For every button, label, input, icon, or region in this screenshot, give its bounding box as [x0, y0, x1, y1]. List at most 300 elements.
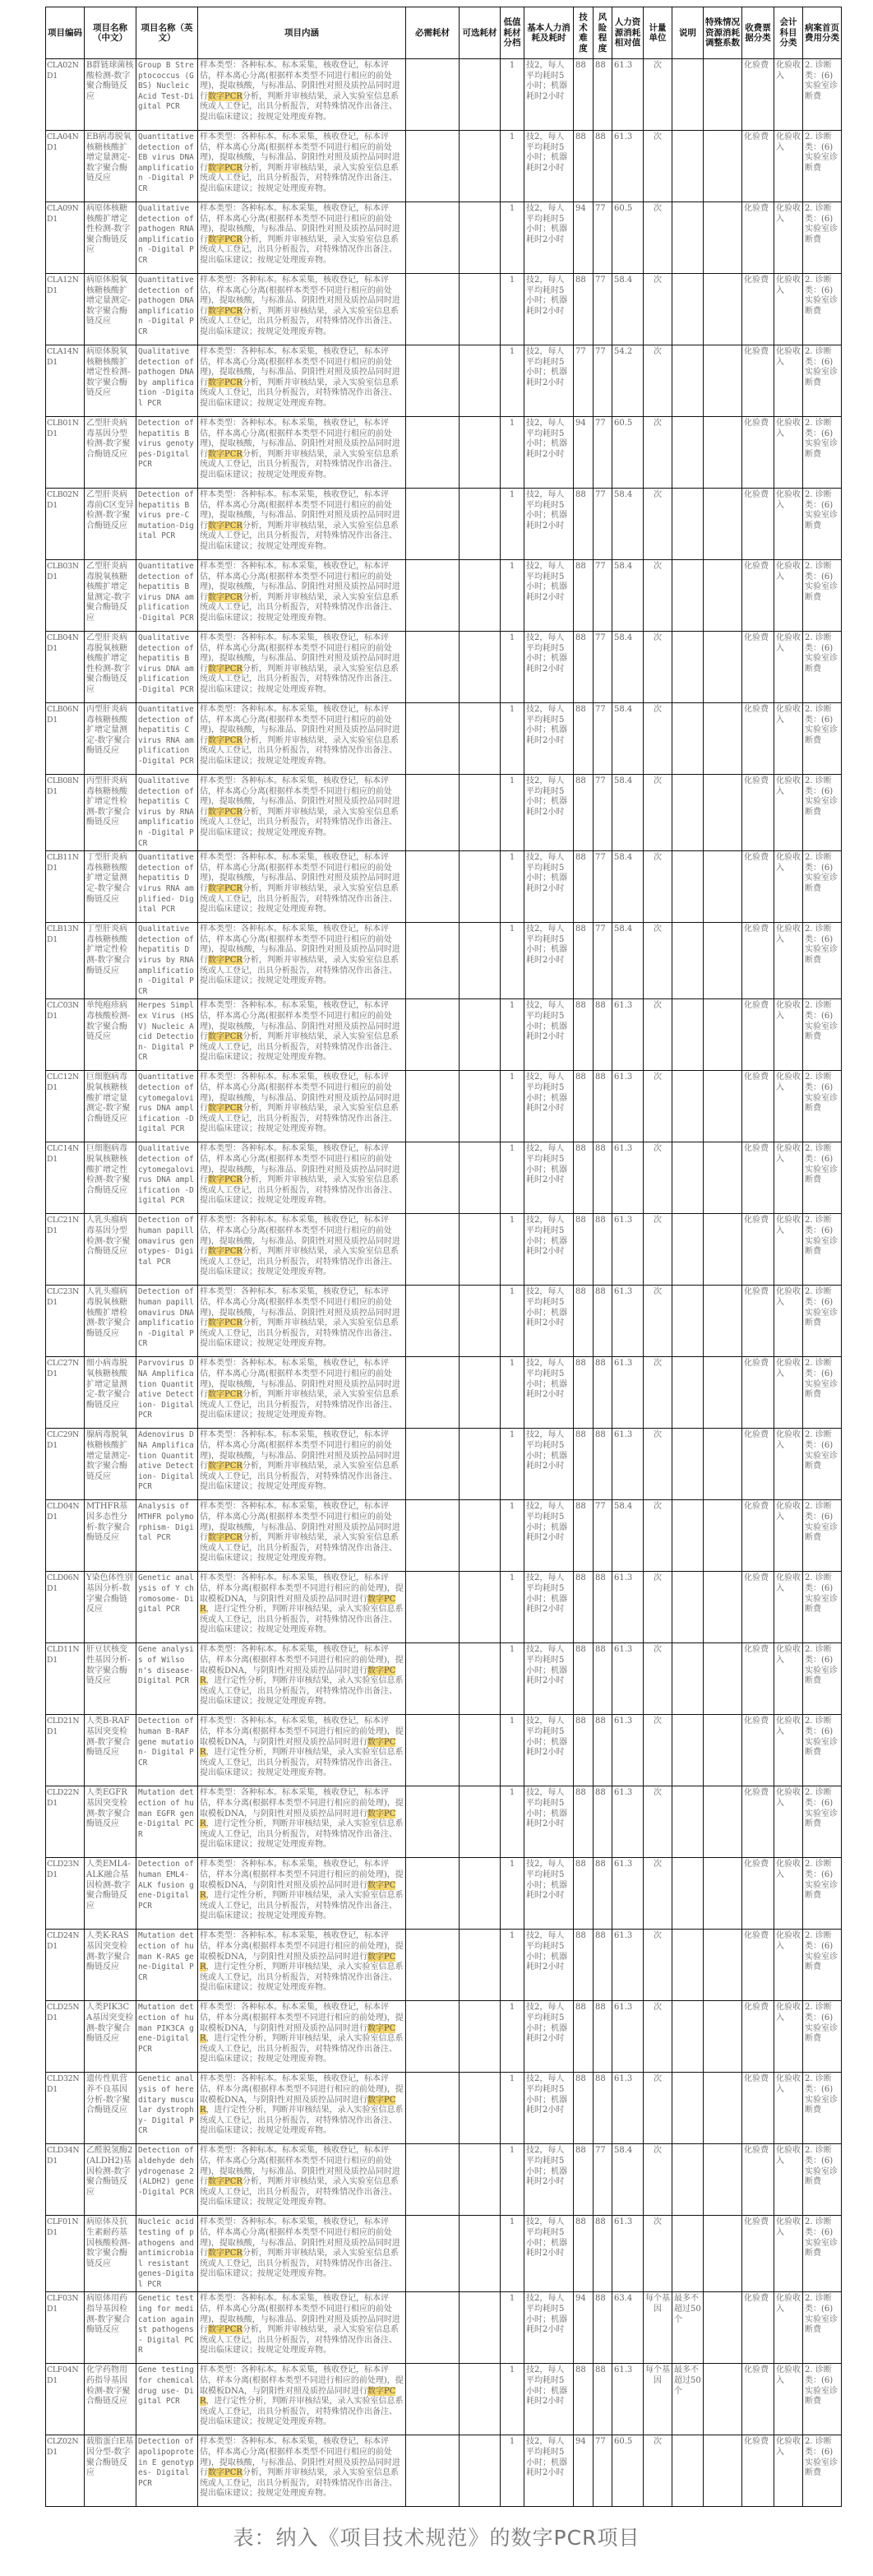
unit: 次	[644, 2435, 672, 2507]
optional-supplies	[460, 59, 501, 131]
content-text: 分析，判断并审核结果，录入实验室信息系统或人工登记，出具分析报告，对特殊情况作出备注、提出临床建议；按规定处理废弃物。	[200, 1175, 399, 1206]
hr-value: 61.3	[612, 1572, 644, 1643]
account-class: 化验收入	[774, 1500, 803, 1572]
account-class: 化验收入	[774, 1930, 803, 2001]
labor-time: 技2，每人平均耗时5小时；机器耗时2小时	[524, 851, 574, 923]
header-hr-value: 人力资源消耗相对值	[612, 7, 644, 59]
highlight-digital-pcr: 数字PCR	[208, 2325, 242, 2335]
adjust-coef	[704, 131, 742, 202]
content-text: 分析，判断并审核结果，录入实验室信息系统或人工登记，出具分析报告，对特殊情况作出备注、提出临床建议；按规定处理废弃物。	[200, 1032, 399, 1063]
fee-class: 化验费	[742, 345, 774, 417]
risk-level: 77	[594, 703, 612, 775]
item-name-cn: 乙型肝炎病毒基因分型检测-数字聚合酶链反应	[85, 417, 136, 489]
low-value-tier: 1	[501, 1643, 524, 1715]
account-class: 化验收入	[774, 1214, 803, 1286]
optional-supplies	[460, 1643, 501, 1715]
header-adjust-coef: 特殊情况资源消耗调整系数	[704, 7, 742, 59]
unit: 次	[644, 923, 672, 999]
hr-value: 61.3	[612, 1429, 644, 1500]
content-text: 样本类型：各种标本。标本采集，核收登记，标本评估，样本离心分离(根据样本类型不同进行相应的前处理)，提取核酸，与标准品、阴阳性对照及质控品同时进行	[200, 1144, 400, 1185]
hr-value: 61.3	[612, 999, 644, 1071]
optional-supplies	[460, 1786, 501, 1858]
account-class: 化验收入	[774, 1286, 803, 1357]
note	[672, 489, 704, 560]
highlight-digital-pcr: 数字PCR	[200, 1952, 396, 1972]
case-class: 2. 诊断类：(6)实验室诊断费	[803, 1142, 842, 1214]
note: 最多不超过50个	[672, 2292, 704, 2364]
fee-class: 化验费	[742, 1643, 774, 1715]
content-text: 样本类型：各种标本。标本采集，核收登记，标本评估，样本分离(根据样本类型不同进行相应的前处理)，提取模板DNA，与阴阳性对照及质控品同时进行	[200, 1717, 404, 1747]
note	[672, 1071, 704, 1142]
item-name-en: Qualitative detection of hepatitis D virus by RNA amplification -Digital PCR	[136, 923, 198, 999]
hr-value: 61.3	[612, 1643, 644, 1715]
item-content	[198, 417, 406, 489]
adjust-coef	[704, 2364, 742, 2435]
unit: 次	[644, 560, 672, 632]
risk-level: 88	[594, 1286, 612, 1357]
optional-supplies	[460, 2001, 501, 2073]
item-code: CLD21ND1	[46, 1715, 85, 1786]
account-class: 化验收入	[774, 775, 803, 851]
labor-time: 技2，每人平均耗时5小时；机器耗时2小时	[524, 1429, 574, 1500]
fee-class: 化验费	[742, 489, 774, 560]
fee-class: 化验费	[742, 1715, 774, 1786]
highlight-digital-pcr: 数字PCR	[208, 664, 242, 674]
content-text: 分析，判断并审核结果，录入实验室信息系统或人工登记，出具分析报告，对特殊情况作出备注、提出临床建议；按规定处理废弃物。	[200, 1318, 399, 1349]
content-text: 分析，判断并审核结果，录入实验室信息系统或人工登记，出具分析报告，对特殊情况作出备注、提出临床建议；按规定处理废弃物。	[200, 955, 399, 986]
item-content	[198, 999, 406, 1071]
item-code: CLB02ND1	[46, 489, 85, 560]
item-name-en: Mutation detection of human K-RAS gene-Digital PCR	[136, 1930, 198, 2001]
table-row	[46, 2292, 842, 2364]
required-supplies	[406, 345, 460, 417]
table-row	[46, 851, 842, 923]
item-code: CLA12ND1	[46, 274, 85, 345]
required-supplies	[406, 1071, 460, 1142]
item-name-cn: 细小病毒脱氧核糖核酸扩增定量测定-数字聚合酶链反应	[85, 1357, 136, 1429]
risk-level: 88	[594, 999, 612, 1071]
low-value-tier: 1	[501, 1500, 524, 1572]
item-name-en: Gene testing for chemical drug use- Digital PCR	[136, 2364, 198, 2435]
item-name-en: Nucleic acid testing of pathogens and antimicrobial resistant genes-Digital PCR	[136, 2216, 198, 2292]
table-row	[46, 2435, 842, 2507]
low-value-tier: 1	[501, 1429, 524, 1500]
required-supplies	[406, 131, 460, 202]
header-unit: 计量单位	[644, 7, 672, 59]
item-name-cn: 巨细胞病毒脱氧核糖核酸扩增定性检测-数字聚合酶链反应	[85, 1142, 136, 1214]
tech-difficulty: 88	[574, 775, 594, 851]
hr-value: 63.4	[612, 2292, 644, 2364]
tech-difficulty: 77	[574, 345, 594, 417]
content-text: 样本类型：各种标本。标本采集，核收登记，标本评估，样本分离(根据样本类型不同进行相应的前处理)，提取模板DNA，与阴阳性对照及质控品同时进行	[200, 1573, 404, 1604]
note	[672, 1858, 704, 1930]
item-name-cn: 人类EML4-ALK融合基因检测-数字聚合酶链反应	[85, 1858, 136, 1930]
content-text: 分析，判断并审核结果，录入实验室信息系统或人工登记，出具分析报告，对特殊情况作出备注、提出临床建议；按规定处理废弃物。	[200, 234, 399, 265]
content-text: 分析，判断并审核结果，录入实验室信息系统或人工登记，出具分析报告，对特殊情况作出备注、提出临床建议；按规定处理废弃物。	[200, 306, 399, 336]
highlight-digital-pcr: 数字PCR	[200, 1737, 396, 1758]
low-value-tier: 1	[501, 1071, 524, 1142]
adjust-coef	[704, 1071, 742, 1142]
item-name-cn: 乙型肝炎病毒脱氧核糖核酸扩增定量测定-数字聚合酶链反应	[85, 560, 136, 632]
labor-time: 技2，每人平均耗时5小时；机器耗时2小时	[524, 1930, 574, 2001]
fee-class: 化验费	[742, 417, 774, 489]
unit: 次	[644, 59, 672, 131]
fee-class: 化验费	[742, 1214, 774, 1286]
item-name-en: Gene analysis of Wilson's disease- Digital PCR	[136, 1643, 198, 1715]
account-class: 化验收入	[774, 2292, 803, 2364]
highlight-digital-pcr: 数字PCR	[208, 883, 242, 893]
required-supplies	[406, 923, 460, 999]
case-class: 2. 诊断类：(6)实验室诊断费	[803, 131, 842, 202]
content-text: 分析，判断并审核结果，录入实验室信息系统或人工登记，出具分析报告，对特殊情况作出备注、提出临床建议；按规定处理废弃物。	[200, 2177, 399, 2208]
tech-difficulty: 88	[574, 1429, 594, 1500]
hr-value: 58.4	[612, 703, 644, 775]
item-content	[198, 1500, 406, 1572]
risk-level: 77	[594, 851, 612, 923]
item-code: CLC03ND1	[46, 999, 85, 1071]
account-class: 化验收入	[774, 1429, 803, 1500]
tech-difficulty: 88	[574, 1357, 594, 1429]
account-class: 化验收入	[774, 2073, 803, 2144]
hr-value: 61.3	[612, 1786, 644, 1858]
content-text: 样本类型：各种标本。标本采集，核收登记，标本评估，样本分离(根据样本类型不同进行相应的前处理)，提取模板DNA，与阴阳性对照及质控品同时进行	[200, 1645, 404, 1675]
highlight-digital-pcr: 数字PCR	[208, 955, 242, 965]
adjust-coef	[704, 345, 742, 417]
content-text: ，进行定性分析，判断并审核结果，录入实验室信息系统或人工登记，出具分析报告，对特殊情况作出备注、提出临床建议；按规定处理废弃物。	[200, 2106, 404, 2136]
account-class: 化验收入	[774, 489, 803, 560]
item-name-cn: 病原体核糖核酸扩增定性检测-数字聚合酶链反应	[85, 202, 136, 274]
optional-supplies	[460, 999, 501, 1071]
case-class: 2. 诊断类：(6)实验室诊断费	[803, 1930, 842, 2001]
content-text: 样本类型：各种标本。标本采集，核收登记，标本评估，样本离心分离(根据样本类型不同进行相应的前处理)，提取核酸，与标准品、阴阳性对照及质控品同时进行	[200, 2294, 400, 2335]
content-text: 样本类型：各种标本。标本采集，核收登记，标本评估，样本离心分离(根据样本类型不同进行相应的前处理)，提取核酸，与标准品、阴阳性对照及质控品同时进行	[200, 347, 400, 387]
risk-level: 88	[594, 1214, 612, 1286]
labor-time: 技2，每人平均耗时5小时；机器耗时2小时	[524, 2001, 574, 2073]
item-code: CLA04ND1	[46, 131, 85, 202]
risk-level: 88	[594, 1357, 612, 1429]
item-content	[198, 1214, 406, 1286]
item-code: CLC21ND1	[46, 1214, 85, 1286]
low-value-tier: 1	[501, 2435, 524, 2507]
labor-time: 技2，每人平均耗时5小时；机器耗时2小时	[524, 1071, 574, 1142]
fee-class: 化验费	[742, 1142, 774, 1214]
low-value-tier: 1	[501, 417, 524, 489]
item-content	[198, 632, 406, 703]
item-name-cn: 人类B-RAF基因突变检测-数字聚合酶链反应	[85, 1715, 136, 1786]
highlight-digital-pcr: 数字PCR	[208, 807, 242, 817]
item-code: CLD24ND1	[46, 1930, 85, 2001]
item-name-en: Qualitative detection of pathogen DNA by amplification -Digital PCR	[136, 345, 198, 417]
tech-difficulty: 88	[574, 2001, 594, 2073]
required-supplies	[406, 2435, 460, 2507]
adjust-coef	[704, 1142, 742, 1214]
note	[672, 999, 704, 1071]
adjust-coef	[704, 2292, 742, 2364]
case-class: 2. 诊断类：(6)实验室诊断费	[803, 1214, 842, 1286]
optional-supplies	[460, 1500, 501, 1572]
item-name-en: Genetic analysis of hereditary muscular dystrophy- Digital PCR	[136, 2073, 198, 2144]
table-row	[46, 1142, 842, 1214]
table-row	[46, 2364, 842, 2435]
fee-class: 化验费	[742, 1286, 774, 1357]
labor-time: 技2，每人平均耗时5小时；机器耗时2小时	[524, 345, 574, 417]
risk-level: 88	[594, 1142, 612, 1214]
hr-value: 60.5	[612, 417, 644, 489]
risk-level: 77	[594, 923, 612, 999]
item-code: CLD34ND1	[46, 2144, 85, 2216]
fee-class: 化验费	[742, 1930, 774, 2001]
hr-value: 61.3	[612, 2001, 644, 2073]
hr-value: 60.5	[612, 202, 644, 274]
risk-level: 88	[594, 59, 612, 131]
content-text: 分析，判断并审核结果，录入实验室信息系统或人工登记，出具分析报告，对特殊情况作出备注、提出临床建议；按规定处理废弃物。	[200, 91, 399, 122]
item-code: CLA09ND1	[46, 202, 85, 274]
risk-level: 88	[594, 1715, 612, 1786]
item-name-en: Mutation detection of human PIK3CA gene-Digital PCR	[136, 2001, 198, 2073]
item-name-en: Parvovirus DNA Amplification Quantitative Detection- Digital PCR	[136, 1357, 198, 1429]
optional-supplies	[460, 1715, 501, 1786]
required-supplies	[406, 1643, 460, 1715]
hr-value: 61.3	[612, 2216, 644, 2292]
low-value-tier: 1	[501, 923, 524, 999]
case-class: 2. 诊断类：(6)实验室诊断费	[803, 417, 842, 489]
risk-level: 88	[594, 131, 612, 202]
labor-time: 技2，每人平均耗时5小时；机器耗时2小时	[524, 1715, 574, 1786]
header-low-value-tier: 低值耗材分档	[501, 7, 524, 59]
item-name-en: Quantitative detection of EB virus DNA amplification -Digital PCR	[136, 131, 198, 202]
content-text: 样本类型：各种标本。标本采集，核收登记，标本评估，样本离心分离(根据样本类型不同进行相应的前处理)，提取核酸，与标准品、阴阳性对照及质控品同时进行	[200, 633, 400, 674]
table-row	[46, 2073, 842, 2144]
note	[672, 703, 704, 775]
required-supplies	[406, 1429, 460, 1500]
fee-class: 化验费	[742, 59, 774, 131]
table-row	[46, 2144, 842, 2216]
case-class: 2. 诊断类：(6)实验室诊断费	[803, 345, 842, 417]
note	[672, 2144, 704, 2216]
item-name-en: Genetic testing for medication against pathogens- Digital PCR	[136, 2292, 198, 2364]
required-supplies	[406, 2073, 460, 2144]
account-class: 化验收入	[774, 2144, 803, 2216]
item-name-en: Detection of hepatitis B virus pre-C mutation-Digital PCR	[136, 489, 198, 560]
header-risk-level: 风险程度	[594, 7, 612, 59]
low-value-tier: 1	[501, 851, 524, 923]
optional-supplies	[460, 1572, 501, 1643]
case-class: 2. 诊断类：(6)实验室诊断费	[803, 2364, 842, 2435]
fee-class: 化验费	[742, 2364, 774, 2435]
risk-level: 77	[594, 345, 612, 417]
item-name-cn: Y染色体性别基因分析-数字聚合酶链反应	[85, 1572, 136, 1643]
note	[672, 1429, 704, 1500]
note	[672, 59, 704, 131]
required-supplies	[406, 417, 460, 489]
content-text: ，进行定性分析，判断并审核结果，录入实验室信息系统或人工登记，出具分析报告，对特殊情况作出备注、提出临床建议；按规定处理废弃物。	[200, 1819, 404, 1850]
required-supplies	[406, 274, 460, 345]
unit: 次	[644, 1930, 672, 2001]
required-supplies	[406, 202, 460, 274]
item-code: CLF04ND1	[46, 2364, 85, 2435]
tech-difficulty: 94	[574, 2435, 594, 2507]
item-code: CLD25ND1	[46, 2001, 85, 2073]
adjust-coef	[704, 1715, 742, 1786]
content-text: 分析，判断并审核结果，录入实验室信息系统或人工登记，出具分析报告，对特殊情况作出备注、提出临床建议；按规定处理废弃物。	[200, 1462, 399, 1492]
account-class: 化验收入	[774, 999, 803, 1071]
optional-supplies	[460, 1858, 501, 1930]
highlight-digital-pcr: 数字PCR	[208, 234, 242, 244]
fee-class: 化验费	[742, 560, 774, 632]
item-content	[198, 1142, 406, 1214]
unit: 次	[644, 1786, 672, 1858]
account-class: 化验收入	[774, 560, 803, 632]
case-class: 2. 诊断类：(6)实验室诊断费	[803, 1572, 842, 1643]
content-text: ，进行定性分析，判断并审核结果，录入实验室信息系统或人工登记，出具分析报告，对特殊情况作出备注、提出临床建议；按规定处理废弃物。	[200, 1962, 404, 1993]
content-text: 样本类型：各种标本。标本采集，核收登记，标本评估，样本离心分离(根据样本类型不同进行相应的前处理)，提取核酸，与标准品、阴阳性对照及质控品同时进行	[200, 204, 400, 244]
note	[672, 2216, 704, 2292]
item-name-cn: 丁型肝炎病毒核糖核酸扩增定性检测-数字聚合酶链反应	[85, 923, 136, 999]
item-name-cn: 丙型肝炎病毒核糖核酸扩增定量测定-数字聚合酶链反应	[85, 703, 136, 775]
account-class: 化验收入	[774, 131, 803, 202]
account-class: 化验收入	[774, 703, 803, 775]
note	[672, 1930, 704, 2001]
item-name-cn: 载脂蛋白E基因分型-数字聚合酶链反应	[85, 2435, 136, 2507]
content-text: 样本类型：各种标本。标本采集，核收登记，标本评估，样本离心分离(根据样本类型不同进行相应的前处理)，提取核酸，与标准品、阴阳性对照及质控品同时进行	[200, 1502, 400, 1543]
low-value-tier: 1	[501, 1715, 524, 1786]
hr-value: 61.3	[612, 1214, 644, 1286]
item-code: CLD11ND1	[46, 1643, 85, 1715]
note	[672, 2073, 704, 2144]
item-content	[198, 1715, 406, 1786]
item-name-cn: 腺病毒脱氧核糖核酸扩增定量测定-数字聚合酶链反应	[85, 1429, 136, 1500]
content-text: 样本类型：各种标本。标本采集，核收登记，标本评估，样本分离(根据样本类型不同进行相应的前处理)，提取模板DNA，与阴阳性对照及质控品同时进行	[200, 2074, 404, 2105]
unit: 次	[644, 1214, 672, 1286]
content-text: 样本类型：各种标本。标本采集，核收登记，标本评估，样本离心分离(根据样本类型不同进行相应的前处理)，提取核酸，与标准品、阴阳性对照及质控品同时进行	[200, 1001, 400, 1042]
content-text: 样本类型：各种标本。标本采集，核收登记，标本评估，样本离心分离(根据样本类型不同进行相应的前处理)，提取核酸，与标准品、阴阳性对照及质控品同时进行	[200, 419, 400, 459]
item-name-cn: MTHFR基因多态性分析-数字聚合酶链反应	[85, 1500, 136, 1572]
tech-difficulty: 88	[574, 2073, 594, 2144]
adjust-coef	[704, 851, 742, 923]
adjust-coef	[704, 1786, 742, 1858]
item-content	[198, 2144, 406, 2216]
unit: 次	[644, 131, 672, 202]
highlight-digital-pcr: 数字PCR	[208, 91, 242, 101]
tech-difficulty: 88	[574, 1286, 594, 1357]
tech-difficulty: 88	[574, 1214, 594, 1286]
table-row	[46, 923, 842, 999]
highlight-digital-pcr: 数字PCR	[200, 1880, 396, 1901]
case-class: 2. 诊断类：(6)实验室诊断费	[803, 1429, 842, 1500]
labor-time: 技2，每人平均耗时5小时；机器耗时2小时	[524, 417, 574, 489]
low-value-tier: 1	[501, 2216, 524, 2292]
required-supplies	[406, 632, 460, 703]
highlight-digital-pcr: 数字PCR	[208, 2177, 242, 2187]
item-name-en: Quantitative detection of hepatitis D virus RNA amplified- Digital PCR	[136, 851, 198, 923]
case-class: 2. 诊断类：(6)实验室诊断费	[803, 632, 842, 703]
item-name-cn: 人类PIK3CA基因突变检测-数字聚合酶链反应	[85, 2001, 136, 2073]
note	[672, 2435, 704, 2507]
case-class: 2. 诊断类：(6)实验室诊断费	[803, 489, 842, 560]
table-caption: 表：纳入《项目技术规范》的数字PCR项目	[233, 2526, 640, 2551]
content-text: 分析，判断并审核结果，录入实验室信息系统或人工登记，出具分析报告，对特殊情况作出备注、提出临床建议；按规定处理废弃物。	[200, 2249, 399, 2279]
hr-value: 58.4	[612, 560, 644, 632]
header-content: 项目内涵	[198, 7, 406, 59]
account-class: 化验收入	[774, 1715, 803, 1786]
account-class: 化验收入	[774, 1786, 803, 1858]
item-name-en: Mutation detection of human EGFR gene-Digital PCR	[136, 1786, 198, 1858]
optional-supplies	[460, 1214, 501, 1286]
fee-class: 化验费	[742, 1071, 774, 1142]
table-row	[46, 1286, 842, 1357]
tech-difficulty: 88	[574, 489, 594, 560]
note	[672, 1643, 704, 1715]
fee-class: 化验费	[742, 632, 774, 703]
adjust-coef	[704, 2001, 742, 2073]
account-class: 化验收入	[774, 632, 803, 703]
labor-time: 技2，每人平均耗时5小时；机器耗时2小时	[524, 1572, 574, 1643]
unit: 次	[644, 1858, 672, 1930]
content-text: 样本类型：各种标本。标本采集，核收登记，标本评估，样本分离(根据样本类型不同进行相应的前处理)，提取模板DNA，与阴阳性对照及质控品同时进行	[200, 1788, 404, 1818]
adjust-coef	[704, 775, 742, 851]
optional-supplies	[460, 1930, 501, 2001]
note	[672, 775, 704, 851]
risk-level: 88	[594, 2073, 612, 2144]
risk-level: 77	[594, 2144, 612, 2216]
adjust-coef	[704, 1643, 742, 1715]
risk-level: 77	[594, 202, 612, 274]
low-value-tier: 1	[501, 560, 524, 632]
unit: 次	[644, 632, 672, 703]
low-value-tier: 1	[501, 2001, 524, 2073]
adjust-coef	[704, 1357, 742, 1429]
hr-value: 58.4	[612, 775, 644, 851]
item-name-en: Genetic analysis of Y chromosome- Digital PCR	[136, 1572, 198, 1643]
content-text: 分析，判断并审核结果，录入实验室信息系统或人工登记，出具分析报告，对特殊情况作出备注、提出临床建议；按规定处理废弃物。	[200, 592, 399, 623]
item-name-cn: 乙醛脱氢酶2(ALDH2)基因检测-数字聚合酶链反应	[85, 2144, 136, 2216]
item-content	[198, 2001, 406, 2073]
labor-time: 技2，每人平均耗时5小时；机器耗时2小时	[524, 202, 574, 274]
item-code: CLB13ND1	[46, 923, 85, 999]
highlight-digital-pcr: 数字PCR	[208, 1318, 242, 1328]
content-text: 分析，判断并审核结果，录入实验室信息系统或人工登记，出具分析报告，对特殊情况作出备注、提出临床建议；按规定处理废弃物。	[200, 2325, 399, 2356]
required-supplies	[406, 703, 460, 775]
note	[672, 1572, 704, 1643]
table-row	[46, 131, 842, 202]
note	[672, 131, 704, 202]
case-class: 2. 诊断类：(6)实验室诊断费	[803, 274, 842, 345]
fee-class: 化验费	[742, 851, 774, 923]
low-value-tier: 1	[501, 2364, 524, 2435]
fee-class: 化验费	[742, 923, 774, 999]
highlight-digital-pcr: 数字PCR	[200, 2386, 396, 2407]
case-class: 2. 诊断类：(6)实验室诊断费	[803, 1715, 842, 1786]
low-value-tier: 1	[501, 1214, 524, 1286]
item-content	[198, 202, 406, 274]
low-value-tier: 1	[501, 703, 524, 775]
item-name-cn: 病原体脱氧核糖核酸扩增定性检测-数字聚合酶链反应	[85, 345, 136, 417]
labor-time: 技2，每人平均耗时5小时；机器耗时2小时	[524, 2435, 574, 2507]
unit: 次	[644, 1142, 672, 1214]
tech-difficulty: 94	[574, 417, 594, 489]
item-content	[198, 1429, 406, 1500]
tech-difficulty: 88	[574, 2364, 594, 2435]
case-class: 2. 诊断类：(6)实验室诊断费	[803, 560, 842, 632]
fee-class: 化验费	[742, 2435, 774, 2507]
item-content	[198, 131, 406, 202]
note	[672, 345, 704, 417]
highlight-digital-pcr: 数字PCR	[208, 1462, 242, 1471]
hr-value: 61.3	[612, 1142, 644, 1214]
item-content	[198, 560, 406, 632]
unit: 次	[644, 775, 672, 851]
tech-difficulty: 88	[574, 1142, 594, 1214]
